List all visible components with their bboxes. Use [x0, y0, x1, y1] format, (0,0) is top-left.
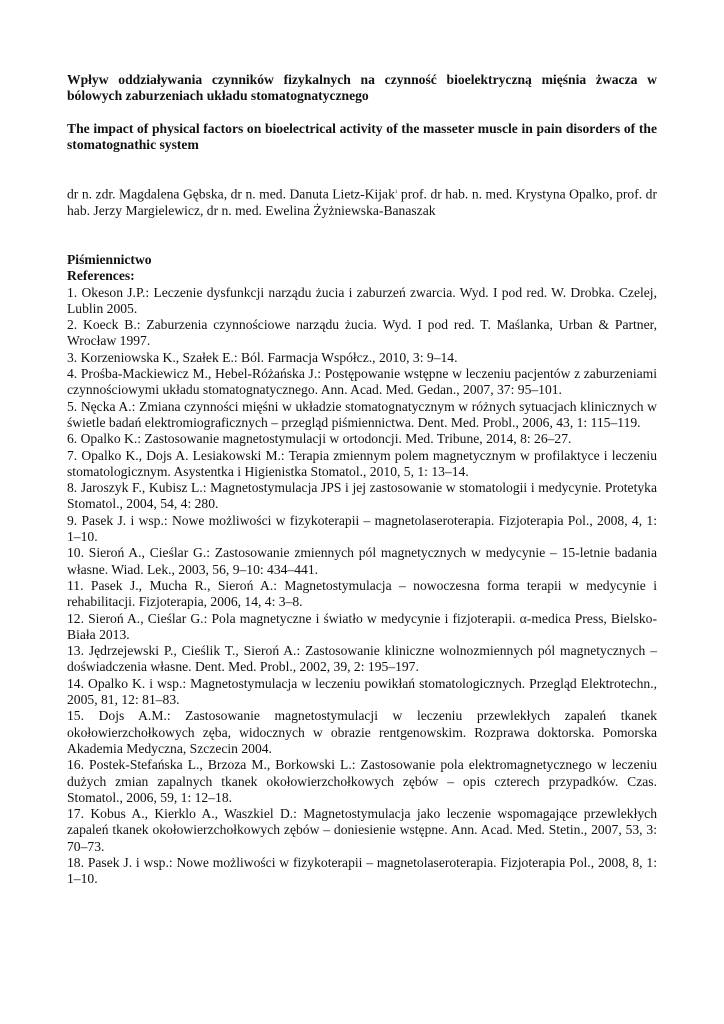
reference-item: 10. Sieroń A., Cieślar G.: Zastosowanie zmiennych pól magnetycznych w medycynie – 15-letnie badania własne. Wiad. Lek., 2003, 56, 9–10: 434–441.: [67, 545, 657, 577]
reference-item: 16. Postek-Stefańska L., Brzoza M., Borkowski L.: Zastosowanie pola elektromagnetycznego w leczeniu dużych zmian zapalnych tkanek okołowierzchołkowych zębów – opis czterech przypadków. Czas. Stomatol., 2006, 59, 1: 12–18.: [67, 757, 657, 805]
affiliation-marker: 1: [394, 190, 398, 195]
authors-part-2: prof. dr hab. n. med. Krystyna Opalko, prof. dr hab. Jerzy Margielewicz, dr n. med. Ewelina Żyżniewska-Banaszak: [67, 186, 657, 218]
reference-item: 18. Pasek J. i wsp.: Nowe możliwości w fizykoterapii – magnetolaseroterapia. Fizjoterapia Pol., 2008, 8, 1: 1–10.: [67, 854, 657, 887]
reference-item: 6. Opalko K.: Zastosowanie magnetostymulacji w ortodoncji. Med. Tribune, 2014, 8: 26–27.: [67, 431, 572, 447]
reference-item: 17. Kobus A., Kierklo A., Waszkiel D.: Magnetostymulacja jako leczenie wspomagające przewlekłych zapaleń tkanek okołowierzchołkowych zębów – doniesienie wstępne. Ann. Acad. Med. Stetin., 2007, 53, 3: 70–73.: [67, 806, 657, 854]
reference-item: 14. Opalko K. i wsp.: Magnetostymulacja w leczeniu powikłań stomatologicznych. Przegląd Elektrotechn., 2005, 81, 12: 81–83.: [67, 675, 657, 708]
title-polish: Wpływ oddziaływania czynników fizykalnych na czynność bioelektryczną mięśnia żwacza w bólowych zaburzeniach układu stomatognatycznego: [67, 72, 657, 104]
reference-item: 9. Pasek J. i wsp.: Nowe możliwości w fizykoterapii – magnetolaseroterapia. Fizjoterapia Pol., 2008, 4, 1: 1–10.: [67, 512, 657, 545]
reference-item: 7. Opalko K., Dojs A. Lesiakowski M.: Terapia zmiennym polem magnetycznym w profilaktyce i leczeniu stomatologicznym. Asystentka i Higienistka Stomatol., 2010, 5, 1: 13–14.: [67, 447, 657, 479]
authors-part-1: dr n. zdr. Magdalena Gębska, dr n. med. Danuta Lietz-Kijak: [67, 186, 395, 202]
reference-item: 13. Jędrzejewski P., Cieślik T., Sieroń A.: Zastosowanie kliniczne wolnozmiennych pól magnetycznych – doświadczenia własne. Dent. Med. Probl., 2002, 39, 2: 195–197.: [67, 643, 657, 675]
reference-item: 15. Dojs A.M.: Zastosowanie magnetostymulacji w leczeniu przewlekłych zapaleń tkanek okołowierzchołkowych zęba, widocznych w obrazie rentgenowskim. Rozprawa doktorska. Pomorska Akademia Medyczna, Szczecin 2004.: [67, 708, 657, 756]
reference-item: 8. Jaroszyk F., Kubisz L.: Magnetostymulacja JPS i jej zastosowanie w stomatologii i medycynie. Protetyka Stomatol., 2004, 54, 4: 280.: [67, 480, 657, 512]
reference-item: 3. Korzeniowska K., Szałek E.: Ból. Farmacja Współcz., 2010, 3: 9–14.: [67, 349, 458, 365]
author-list: [67, 185, 657, 219]
reference-item: 11. Pasek J., Mucha R., Sieroń A.: Magnetostymulacja – nowoczesna forma terapii w medycynie i rehabilitacji. Fizjoterapia, 2006, 14, 4: 3–8.: [67, 577, 657, 610]
references-section: [67, 252, 657, 888]
title-english: The impact of physical factors on bioelectrical activity of the masseter muscle in pain disorders of the stomatognathic system: [67, 121, 657, 153]
references-heading-en: References:: [67, 268, 135, 284]
references-heading-pl: Piśmiennictwo: [67, 252, 152, 267]
reference-item: 2. Koeck B.: Zaburzenia czynnościowe narządu żucia. Wyd. I pod red. T. Maślanka, Urban & Partner, Wrocław 1997.: [67, 317, 657, 349]
reference-item: 1. Okeson J.P.: Leczenie dysfunkcji narządu żucia i zaburzeń zwarcia. Wyd. I pod red. W. Drobka. Czelej, Lublin 2005.: [67, 284, 657, 316]
reference-item: 12. Sieroń A., Cieślar G.: Pola magnetyczne i światło w medycynie i fizjoterapii. α-medica Press, Bielsko-Biała 2013.: [67, 610, 657, 642]
reference-item: 5. Nęcka A.: Zmiana czynności mięśni w układzie stomatognatycznym w różnych sytuacjach klinicznych w świetle badań elektromiograficznych – przegląd piśmiennictwa. Dent. Med. Probl., 2006, 43, 1: 115–119.: [67, 398, 657, 430]
reference-item: 4. Prośba-Mackiewicz M., Hebel-Różańska J.: Postępowanie wstępne w leczeniu pacjentów z zaburzeniami czynnościowymi układu stomatognatycznego. Ann. Acad. Med. Gedan., 2007, 37: 95–101.: [67, 366, 657, 398]
